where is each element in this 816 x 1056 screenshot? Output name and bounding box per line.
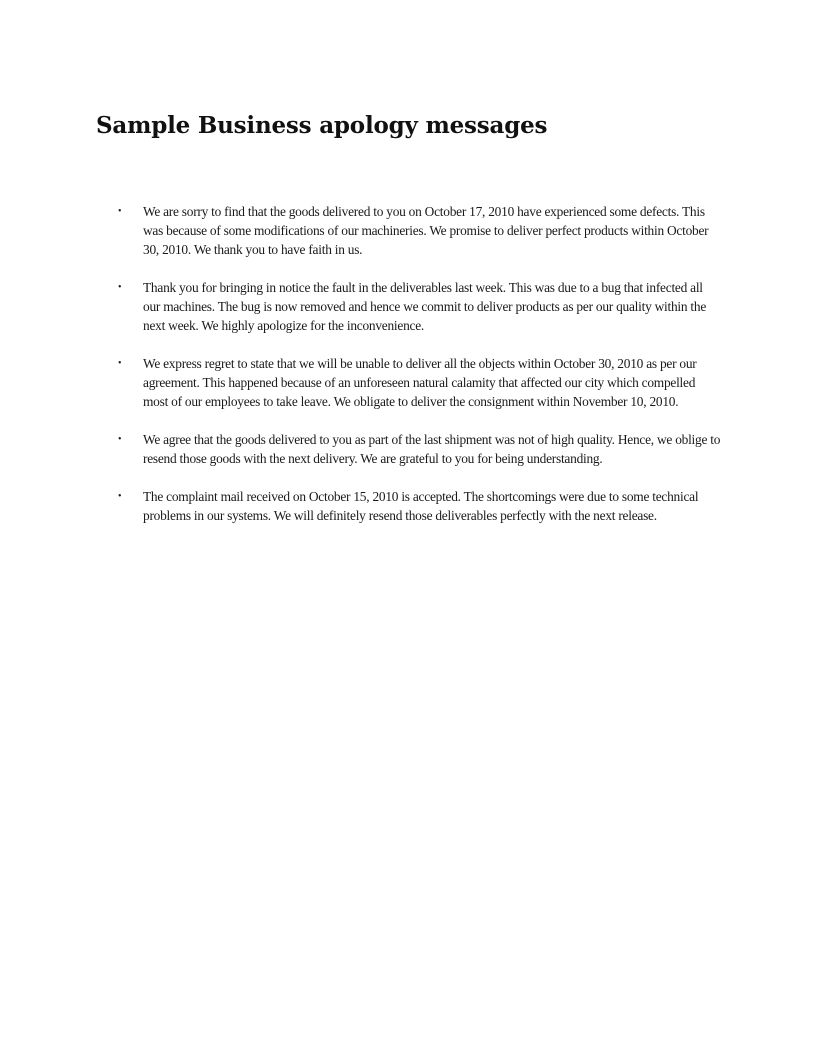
list-item-text: Thank you for bringing in notice the fault in the deliverables last week. This was due to a bug that infected all our machines. The bug is now removed and hence we commit to deliver products as per our quality within the next week. We highly apologize for the inconvenience. — [143, 280, 707, 333]
apology-message-list — [118, 202, 722, 544]
list-item — [118, 430, 722, 468]
list-item — [118, 354, 722, 411]
bullet-icon: • — [118, 358, 122, 369]
bullet-icon: • — [118, 282, 122, 293]
bullet-icon: • — [118, 206, 122, 217]
list-item-text: We agree that the goods delivered to you as part of the last shipment was not of high quality. Hence, we oblige to resend those goods with the next delivery. We are grateful to you for being understanding. — [143, 432, 721, 466]
bullet-icon: • — [118, 434, 122, 445]
list-item-text: The complaint mail received on October 15, 2010 is accepted. The shortcomings were due to some technical problems in our systems. We will definitely resend those deliverables perfectly with the next release. — [143, 489, 699, 523]
page-title: Sample Business apology messages — [96, 112, 548, 139]
list-item-text: We are sorry to find that the goods delivered to you on October 17, 2010 have experienced some defects. This was because of some modifications of our machineries. We promise to deliver perfect products within October 30, 2010. We thank you to have faith in us. — [143, 204, 709, 257]
list-item — [118, 487, 722, 525]
bullet-icon: • — [118, 491, 122, 502]
list-item-text: We express regret to state that we will be unable to deliver all the objects within October 30, 2010 as per our agreement. This happened because of an unforeseen natural calamity that affected our city which compelled most of our employees to take leave. We obligate to deliver the consignment within November 10, 2010. — [143, 356, 697, 409]
list-item — [118, 202, 722, 259]
list-item — [118, 278, 722, 335]
